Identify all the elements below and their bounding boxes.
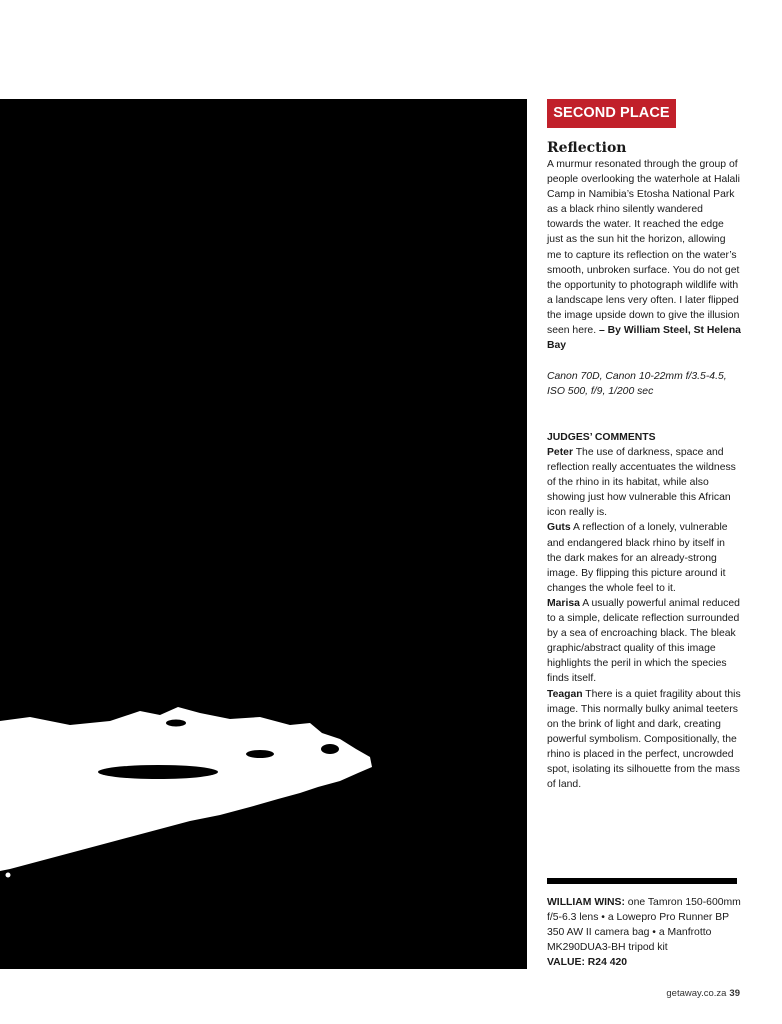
- judge-comment-text: The use of darkness, space and reflection really accentuates the wildness of the rhino in its habitat, while also showing just how vulnerable this African icon really is.: [547, 447, 736, 519]
- judge-name: Peter: [547, 447, 573, 458]
- water-surface: [0, 707, 372, 871]
- judge-name: Teagan: [547, 688, 583, 700]
- speckle: [17, 860, 23, 866]
- rock-shape: [246, 750, 274, 758]
- prize-value: VALUE: R24 420: [547, 957, 628, 969]
- rhino-reflection-photo: [0, 99, 527, 969]
- judges-comments: [547, 445, 742, 792]
- website-url: getaway.co.za: [666, 988, 727, 999]
- judges-comments-heading: JUDGES’ COMMENTS: [547, 432, 656, 443]
- page-number: 39: [729, 988, 740, 999]
- prize-details: [547, 895, 742, 970]
- camera-settings: Canon 70D, Canon 10-22mm f/3.5-4.5, ISO 500, f/9, 1/200 sec: [547, 371, 727, 398]
- judge-comment-text: A reflection of a lonely, vulnerable and endangered black rhino by itself in the dark makes for an already-strong image. By flipping this picture around it changes the whole feel to it.: [547, 522, 728, 594]
- judge-comment-teagan: [547, 687, 742, 793]
- page-footer: [666, 988, 740, 999]
- entry-story: [547, 157, 742, 353]
- speckle: [6, 873, 11, 878]
- judge-comment-marisa: [547, 596, 742, 687]
- rock-shape: [321, 744, 339, 754]
- prize-text: one Tamron 150-600mm f/5-6.3 lens • a Lowepro Pro Runner BP 350 AW II camera bag • a Manfrotto MK290DUA3-BH tripod kit: [547, 897, 741, 954]
- judge-comment-text: A usually powerful animal reduced to a simple, delicate reflection surrounded by a sea of encroaching black. The bleak graphic/abstract quality of this image highlights the peril in which the species finds itself.: [547, 597, 740, 685]
- second-place-badge: SECOND PLACE: [547, 99, 676, 128]
- speckle: [43, 855, 47, 859]
- judge-name: Marisa: [547, 597, 580, 609]
- judge-name: Guts: [547, 522, 571, 534]
- water-reflection-graphic: [0, 99, 527, 969]
- judge-comment-guts: [547, 520, 742, 595]
- rhino-ear-shape: [166, 720, 186, 727]
- rhino-silhouette: [98, 765, 218, 779]
- prize-label: WILLIAM WINS:: [547, 897, 625, 908]
- entry-title: Reflection: [547, 140, 627, 156]
- entry-body-text: A murmur resonated through the group of people overlooking the waterhole at Halali Camp in Namibia’s Etosha National Park as a black rhino silently wandered towards the water. It reached the edge just as the sun hit the horizon, allowing me to capture its reflection on the water’s smooth, unbroken surface. You do not get the opportunity to photograph wildlife with a landscape lens very often. I later flipped the image upside down to give the illusion seen here.: [547, 159, 740, 337]
- judge-comment-peter: [547, 445, 742, 520]
- prize-divider: [547, 878, 737, 884]
- judge-comment-text: There is a quiet fragility about this image. This normally bulky animal teeters on the brink of light and dark, creating powerful symbolism. Compositionally, the rhino is placed in the perfect, uncrowded spot, isolating its silhouette from the mass of land.: [547, 688, 741, 791]
- entry-byline: – By William Steel, St Helena Bay: [547, 325, 741, 352]
